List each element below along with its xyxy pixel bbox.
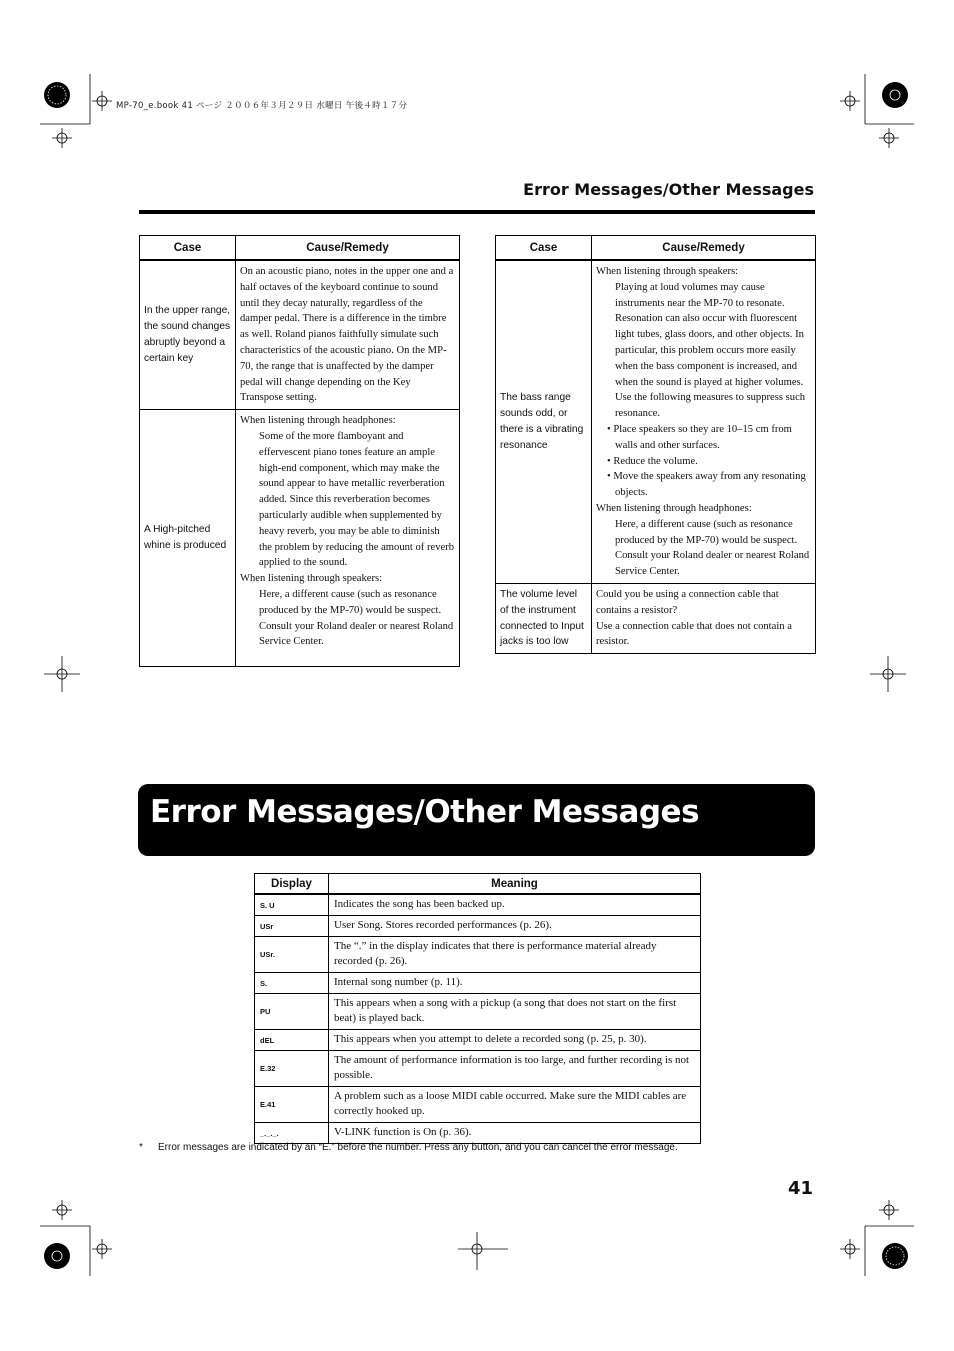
table-row [255, 894, 701, 916]
case-cell: The volume level of the instrument connected to Input jacks is too low [496, 583, 592, 653]
remedy-line: Could you be using a connection cable that contains a resistor? [596, 588, 779, 616]
display-cell: USr [255, 916, 329, 937]
display-cell: PU [255, 994, 329, 1030]
headphones-text: Here, a different cause (such as resonance produced by the MP-70) would be suspect. Consult your Roland dealer or nearest Roland Service Center. [615, 518, 810, 578]
table-row [255, 916, 701, 937]
column-header-cause-remedy: Cause/Remedy [236, 236, 460, 261]
headphones-label: When listening through headphones: [596, 502, 752, 514]
table-row [255, 1123, 701, 1144]
speakers-label: When listening through speakers: [240, 573, 383, 585]
meaning-cell: User Song. Stores recorded performances (p. 26). [329, 916, 701, 937]
bullet-item: • Place speakers so they are 10–15 cm from walls and other surfaces. [607, 423, 792, 451]
table-row [140, 410, 460, 667]
speakers-text: Playing at loud volumes may cause instruments near the MP-70 to resonate. Resonation can also occur with fluorescent light tubes, glass doors, and other objects. In particular, this problem occurs more easily when the bass component is increased, and when the sound is played at higher volumes. Use the following measures to suppress such resonance. [615, 281, 806, 420]
bullet-item: • Reduce the volume. [607, 455, 698, 467]
table-row [496, 260, 816, 583]
troubleshooting-table-right [495, 235, 816, 654]
meaning-cell: This appears when a song with a pickup (a song that does not start on the first beat) is played back. [329, 994, 701, 1030]
table-row [255, 937, 701, 973]
remedy-cell [236, 410, 460, 667]
footnote [139, 1142, 678, 1153]
registration-mark-bottom-center [458, 1232, 508, 1272]
display-cell: S. [255, 973, 329, 994]
column-header-case: Case [496, 236, 592, 261]
display-cell: dEL [255, 1030, 329, 1051]
registration-mark-top-right [832, 74, 914, 174]
table-row [255, 1087, 701, 1123]
table-row [255, 1051, 701, 1087]
section-title: Error Messages/Other Messages [150, 794, 700, 830]
remedy-cell: On an acoustic piano, notes in the upper one and a half octaves of the keyboard continue to sound until they decay naturally, regardless of the damper pedal. There is a difference in the timbre as well. Roland pianos faithfully simulate such characteristics of the acoustic piano. On the MP-70, the range that is unaffected by the damper pedal will change depending on the Key Transpose setting. [236, 260, 460, 410]
meaning-cell: The amount of performance information is too large, and further recording is not possible. [329, 1051, 701, 1087]
display-cell: S. U [255, 894, 329, 916]
meaning-cell: The “.” in the display indicates that there is performance material already recorded (p. 26). [329, 937, 701, 973]
table-row [140, 260, 460, 410]
table-header-row [496, 236, 816, 261]
header-rule [139, 210, 815, 214]
case-cell: The bass range sounds odd, or there is a vibrating resonance [496, 260, 592, 583]
column-header-case: Case [140, 236, 236, 261]
display-cell: E.32 [255, 1051, 329, 1087]
column-header-display: Display [255, 874, 329, 895]
meaning-cell: A problem such as a loose MIDI cable occurred. Make sure the MIDI cables are correctly hooked up. [329, 1087, 701, 1123]
table-row [496, 583, 816, 653]
meaning-cell: This appears when you attempt to delete a recorded song (p. 25, p. 30). [329, 1030, 701, 1051]
display-cell: USr. [255, 937, 329, 973]
remedy-cell [592, 260, 816, 583]
headphones-label: When listening through headphones: [240, 415, 396, 427]
display-cell: E.41 [255, 1087, 329, 1123]
speakers-text: Here, a different cause (such as resonance produced by the MP-70) would be suspect. Consult your Roland dealer or nearest Roland Service Center. [259, 588, 454, 648]
table-row [255, 994, 701, 1030]
case-cell: A High-pitched whine is produced [140, 410, 236, 667]
troubleshooting-table-left [139, 235, 460, 667]
footnote-marker: * [139, 1142, 143, 1153]
running-head: Error Messages/Other Messages [523, 180, 814, 199]
column-header-cause-remedy: Cause/Remedy [592, 236, 816, 261]
registration-mark-bottom-left [40, 1190, 112, 1280]
table-row [255, 1030, 701, 1051]
table-header-row [140, 236, 460, 261]
registration-mark-mid-right [870, 656, 910, 696]
section-banner [138, 784, 815, 856]
meaning-cell: Internal song number (p. 11). [329, 973, 701, 994]
headphones-text: Some of the more flamboyant and effervescent piano tones feature an ample high-end component, which may make the sound appear to have metallic reverberation added. Since this reverberation becomes particularly audible when supplemented by heavy reverb, you may be able to diminish the problem by reducing the amount of reverb applied to the sound. [259, 430, 455, 569]
registration-mark-bottom-right [832, 1190, 914, 1280]
registration-mark-mid-left [44, 656, 84, 696]
column-header-meaning: Meaning [329, 874, 701, 895]
bullet-item: • Move the speakers away from any resonating objects. [607, 471, 806, 499]
page-number: 41 [787, 1178, 813, 1199]
registration-mark-top-left [40, 74, 112, 174]
speakers-label: When listening through speakers: [596, 266, 739, 277]
case-cell: In the upper range, the sound changes abruptly beyond a certain key [140, 260, 236, 410]
remedy-line: Use a connection cable that does not contain a resistor. [596, 620, 792, 648]
table-header-row [255, 874, 701, 895]
remedy-cell [592, 583, 816, 653]
footnote-text: Error messages are indicated by an “E.” before the number. Press any button, and you can cancel the error message. [158, 1142, 678, 1153]
table-row [255, 973, 701, 994]
meaning-cell: Indicates the song has been backed up. [329, 894, 701, 916]
file-header: MP-70_e.book 41 ページ ２００６年３月２９日 水曜日 午後４時１７分 [116, 101, 408, 111]
display-cell: _._._. [255, 1123, 329, 1144]
meaning-cell: V-LINK function is On (p. 36). [329, 1123, 701, 1144]
messages-table [254, 873, 701, 1144]
